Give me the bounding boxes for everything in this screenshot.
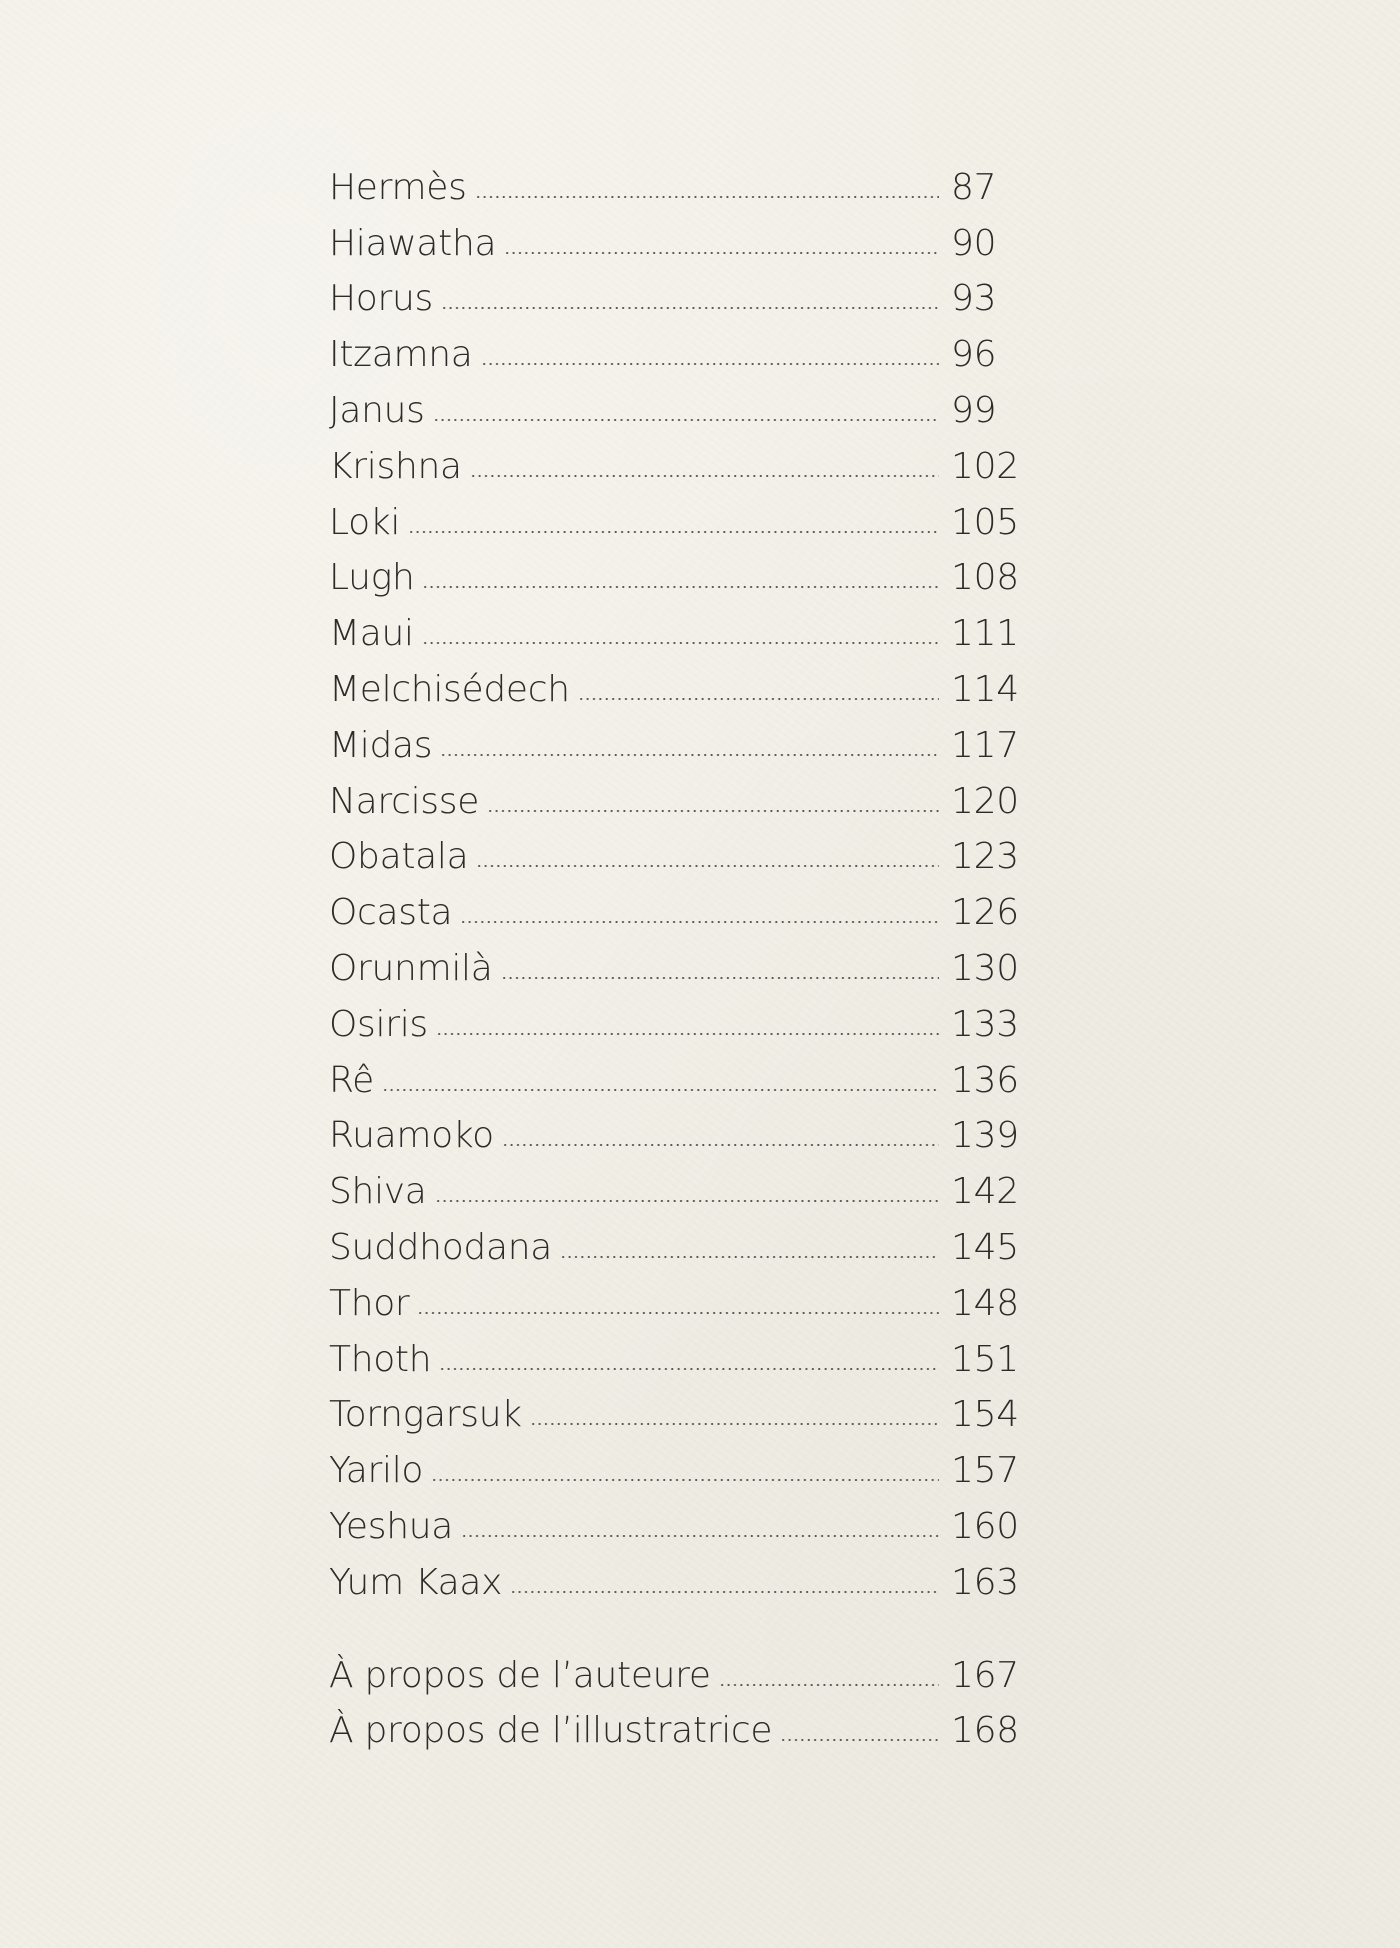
- toc-entry-about-illustrator[interactable]: [329, 1704, 1029, 1760]
- toc-entry[interactable]: [329, 718, 1029, 774]
- entry-page-number: 114: [951, 669, 1019, 711]
- entry-title: Hiawatha: [329, 222, 497, 264]
- entry-title: Osiris: [329, 1003, 428, 1045]
- toc-entry[interactable]: [329, 830, 1029, 886]
- entry-title: Horus: [329, 278, 433, 320]
- dot-leader: [408, 530, 939, 534]
- entry-title: À propos de l’illustratrice: [329, 1710, 773, 1752]
- entry-title: Ocasta: [329, 892, 453, 934]
- dot-leader: [439, 1367, 939, 1371]
- entry-title: Narcisse: [329, 780, 480, 822]
- toc-entry[interactable]: [329, 774, 1029, 830]
- entry-title: Thoth: [329, 1338, 432, 1380]
- entry-page-number: 136: [951, 1059, 1019, 1101]
- dot-leader: [440, 753, 939, 757]
- entry-title: Itzamna: [329, 334, 473, 376]
- toc-entry[interactable]: [329, 160, 1029, 216]
- dot-leader: [487, 809, 939, 813]
- toc-entry[interactable]: [329, 1164, 1029, 1220]
- dot-leader: [780, 1738, 939, 1742]
- section-spacer: [329, 1611, 1029, 1648]
- toc-entry[interactable]: [329, 216, 1029, 272]
- entry-title: Shiva: [329, 1171, 427, 1213]
- dot-leader: [501, 976, 939, 980]
- entry-page-number: 102: [951, 445, 1019, 487]
- entry-page-number: 126: [951, 892, 1019, 934]
- dot-leader: [460, 920, 939, 924]
- entry-title: Krishna: [329, 445, 462, 487]
- toc-entry[interactable]: [329, 1276, 1029, 1332]
- entry-title: Yum Kaax: [329, 1561, 503, 1603]
- entry-page-number: 142: [951, 1171, 1019, 1213]
- entry-page-number: 99: [951, 390, 997, 432]
- entry-page-number: 117: [951, 724, 1019, 766]
- toc-entry-about-author[interactable]: [329, 1648, 1029, 1704]
- entry-title: Yarilo: [329, 1450, 424, 1492]
- dot-leader: [504, 251, 939, 255]
- toc-entry[interactable]: [329, 327, 1029, 383]
- entry-title: Ruamoko: [329, 1115, 494, 1157]
- toc-entry[interactable]: [329, 551, 1029, 607]
- dot-leader: [476, 864, 939, 868]
- toc-entry[interactable]: [329, 1443, 1029, 1499]
- entry-title: Rê: [329, 1059, 374, 1101]
- dot-leader: [382, 1088, 939, 1092]
- dot-leader: [436, 1032, 939, 1036]
- dot-leader: [502, 1143, 939, 1147]
- dot-leader: [441, 306, 939, 310]
- entry-page-number: 130: [951, 948, 1019, 990]
- entry-page-number: 167: [951, 1654, 1019, 1696]
- entry-title: Melchisédech: [329, 669, 570, 711]
- entry-title: Obatala: [329, 836, 469, 878]
- entry-title: Torngarsuk: [329, 1394, 522, 1436]
- toc-entry[interactable]: [329, 495, 1029, 551]
- entry-page-number: 168: [951, 1710, 1019, 1752]
- dot-leader: [560, 1255, 939, 1259]
- entry-page-number: 154: [951, 1394, 1019, 1436]
- dot-leader: [433, 418, 939, 422]
- toc-entry[interactable]: [329, 662, 1029, 718]
- entry-page-number: 148: [951, 1282, 1019, 1324]
- toc-entry[interactable]: [329, 383, 1029, 439]
- toc-entry[interactable]: [329, 885, 1029, 941]
- entry-title: Janus: [329, 390, 425, 432]
- entry-page-number: 151: [951, 1338, 1019, 1380]
- toc-entry[interactable]: [329, 272, 1029, 328]
- toc-entry[interactable]: [329, 1388, 1029, 1444]
- entry-page-number: 87: [951, 166, 997, 208]
- dot-leader: [719, 1683, 939, 1687]
- toc-appendix-list: [329, 1648, 1029, 1760]
- dot-leader: [431, 1478, 939, 1482]
- entry-title: Orunmilà: [329, 948, 493, 990]
- entry-title: Thor: [329, 1282, 410, 1324]
- toc-entry[interactable]: [329, 1220, 1029, 1276]
- entry-title: Lugh: [329, 557, 415, 599]
- dot-leader: [435, 1199, 939, 1203]
- entry-page-number: 90: [951, 222, 997, 264]
- toc-entry[interactable]: [329, 1109, 1029, 1165]
- entry-page-number: 96: [951, 334, 997, 376]
- dot-leader: [461, 1534, 939, 1538]
- entry-page-number: 123: [951, 836, 1019, 878]
- toc-entry[interactable]: [329, 1332, 1029, 1388]
- toc-entry[interactable]: [329, 941, 1029, 997]
- toc-entry[interactable]: [329, 997, 1029, 1053]
- dot-leader: [470, 474, 939, 478]
- entry-title: Maui: [329, 613, 414, 655]
- entry-page-number: 139: [951, 1115, 1019, 1157]
- entry-page-number: 145: [951, 1227, 1019, 1269]
- entry-page-number: 157: [951, 1450, 1019, 1492]
- entry-page-number: 108: [951, 557, 1019, 599]
- toc-entry[interactable]: [329, 1555, 1029, 1611]
- dot-leader: [481, 362, 939, 366]
- entry-title: Yeshua: [329, 1506, 454, 1548]
- table-of-contents: [329, 160, 1029, 1759]
- entry-page-number: 93: [951, 278, 997, 320]
- entry-title: Hermès: [329, 166, 467, 208]
- dot-leader: [417, 1311, 939, 1315]
- entry-page-number: 160: [951, 1506, 1019, 1548]
- dot-leader: [475, 195, 939, 199]
- entry-title: À propos de l’auteure: [329, 1654, 711, 1696]
- dot-leader: [422, 641, 939, 645]
- entry-title: Midas: [329, 724, 433, 766]
- entry-page-number: 163: [951, 1561, 1019, 1603]
- entry-page-number: 111: [951, 613, 1019, 655]
- entry-title: Suddhodana: [329, 1227, 553, 1269]
- toc-entry[interactable]: [329, 439, 1029, 495]
- entry-page-number: 105: [951, 501, 1019, 543]
- toc-entry[interactable]: [329, 1053, 1029, 1109]
- entry-title: Loki: [329, 501, 401, 543]
- dot-leader: [510, 1590, 939, 1594]
- dot-leader: [578, 697, 939, 701]
- dot-leader: [530, 1422, 939, 1426]
- toc-entry[interactable]: [329, 606, 1029, 662]
- dot-leader: [422, 585, 939, 589]
- entry-page-number: 120: [951, 780, 1019, 822]
- toc-entry[interactable]: [329, 1499, 1029, 1555]
- entry-page-number: 133: [951, 1003, 1019, 1045]
- toc-main-list: [329, 160, 1029, 1611]
